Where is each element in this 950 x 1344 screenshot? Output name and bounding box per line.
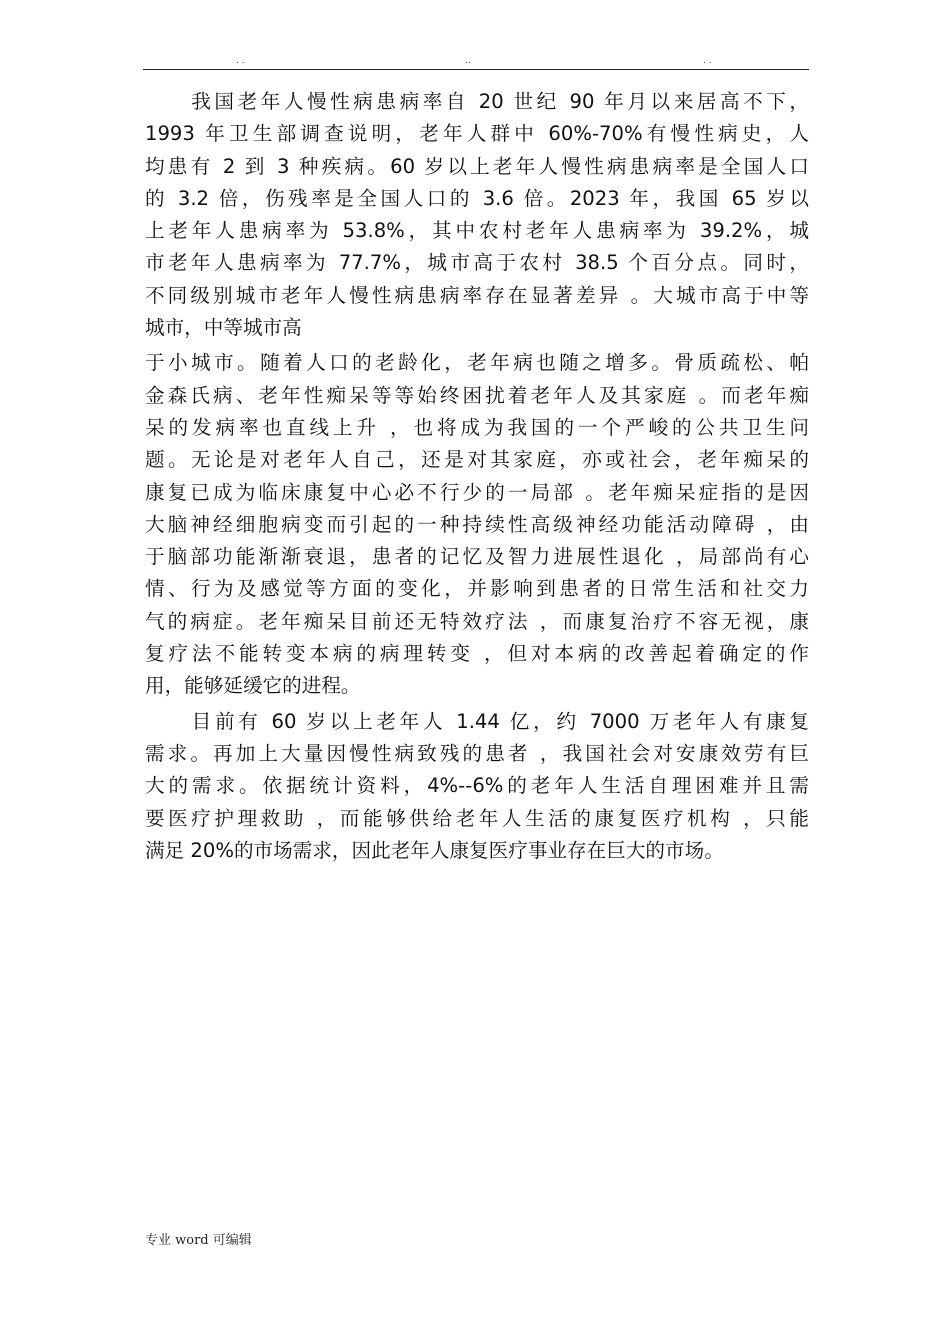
text-line: 情、行为及感觉等方面的变化，并影响到患者的日常生活和社交力 xyxy=(145,577,809,601)
document-body xyxy=(145,86,809,867)
page-footer: 专业 word 可编辑 xyxy=(145,1233,252,1248)
text-line: 复疗法不能转变本病的病理转变 ，但对本病的改善起着确定的作 xyxy=(145,642,809,666)
text-line: 要医疗护理救助 ，而能够供给老年人生活的康复医疗机构 ，只能 xyxy=(145,806,809,830)
text-line: 金森氏病、老年性痴呆等等始终困扰着老年人及其家庭 。而老年痴 xyxy=(145,383,809,407)
text-line: 目前有 60 岁以上老年人 1.44 亿，约 7000 万老年人有康复 xyxy=(145,709,809,733)
paragraph-3 xyxy=(145,706,809,867)
text-line: 均患有 2 到 3 种疾病。60 岁以上老年人慢性病患病率是全国人口 xyxy=(145,154,809,178)
text-line: 于脑部功能渐渐衰退，患者的记忆及智力进展性退化 ，局部尚有心 xyxy=(145,545,809,569)
text-line: 城市，中等城市高 xyxy=(145,316,302,340)
text-line: 题。无论是对老年人自己，还是对其家庭，亦或社会，老年痴呆的 xyxy=(145,448,809,472)
text-line: 康复已成为临床康复中心必不行少的一局部 。老年痴呆症指的是因 xyxy=(145,480,809,504)
text-line: 1993 年卫生部调查说明，老年人群中 60%-70%有慢性病史，人 xyxy=(145,122,809,146)
text-line: 不同级别城市老年人慢性病患病率存在显著差异 。大城市高于中等 xyxy=(145,283,809,307)
header-rule xyxy=(143,69,809,70)
text-line: 大的需求。依据统计资料，4%--6%的老年人生活自理困难并且需 xyxy=(145,774,809,798)
header-mark-center: .. xyxy=(465,56,471,66)
header-mark-right: . . xyxy=(703,56,712,66)
text-line: 满足 20%的市场需求，因此老年人康复医疗事业存在巨大的市场。 xyxy=(145,838,724,862)
paragraph-1 xyxy=(145,86,809,344)
text-line: 用，能够延缓它的进程。 xyxy=(145,674,361,698)
text-line: 大脑神经细胞病变而引起的一种持续性高级神经功能活动障碍 ，由 xyxy=(145,512,809,536)
text-line: 呆的发病率也直线上升 ，也将成为我国的一个严峻的公共卫生问 xyxy=(145,415,809,439)
text-line: 的 3.2 倍，伤残率是全国人口的 3.6 倍。2023 年，我国 65 岁以 xyxy=(145,186,809,210)
text-line: 上老年人患病率为 53.8%，其中农村老年人患病率为 39.2%，城 xyxy=(145,219,809,243)
text-line: 市老年人患病率为 77.7%，城市高于农村 38.5 个百分点。同时， xyxy=(145,251,809,275)
text-line: 我国老年人慢性病患病率自 20 世纪 90 年月以来居高不下， xyxy=(145,90,809,113)
paragraph-2 xyxy=(145,347,809,702)
text-line: 气的病症。老年痴呆目前还无特效疗法 ，而康复治疗不容无视，康 xyxy=(145,609,809,633)
text-line: 需求。再加上大量因慢性病致残的患者 ，我国社会对安康效劳有巨 xyxy=(145,741,809,765)
header-mark-left: . . xyxy=(236,56,245,66)
text-line: 于小城市。随着人口的老龄化，老年病也随之增多。骨质疏松、帕 xyxy=(145,351,809,375)
